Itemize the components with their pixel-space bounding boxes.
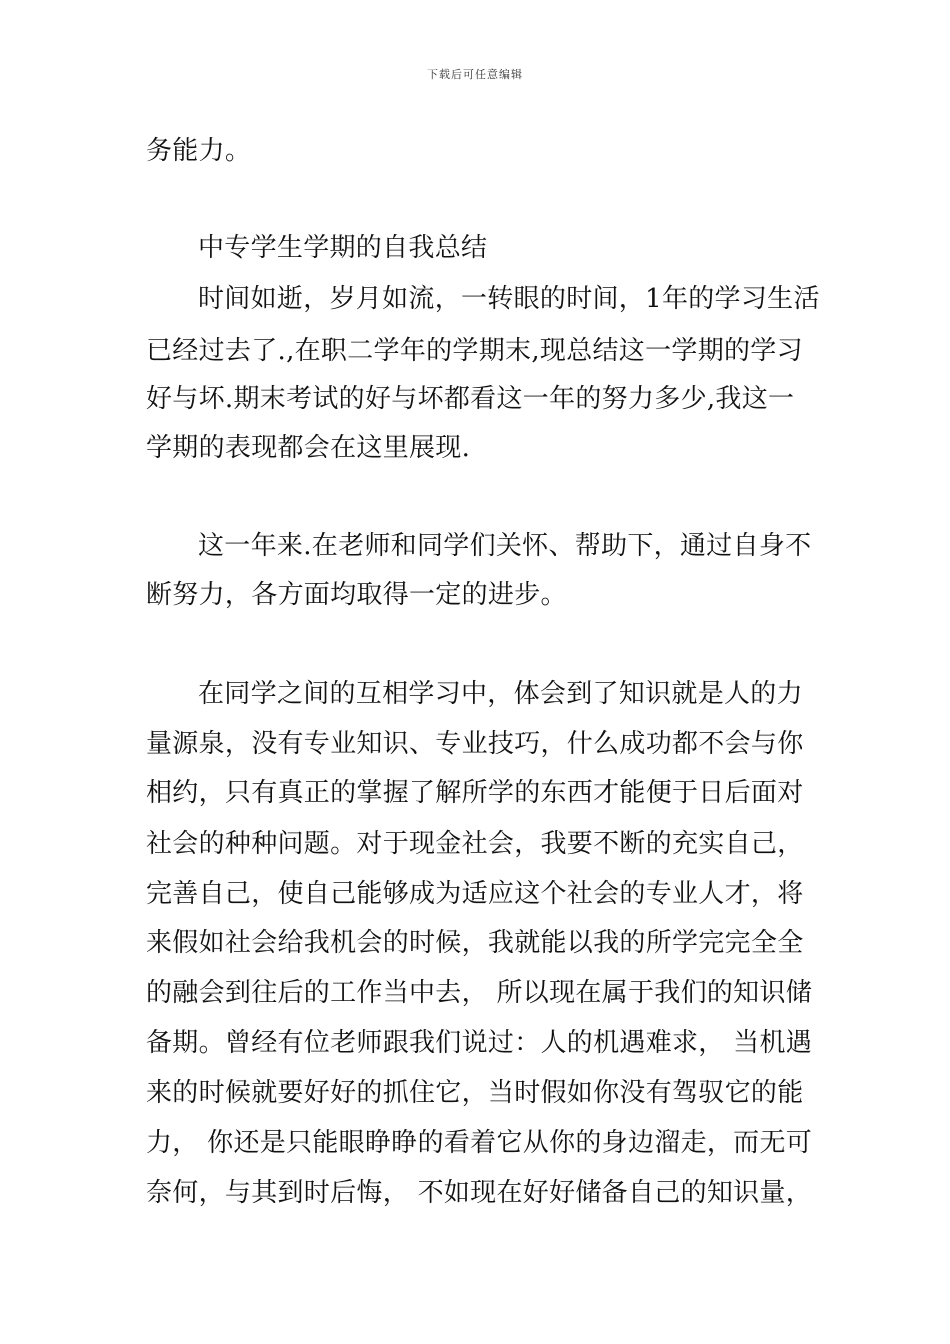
body-line-4: 已经过去了.,在职二学年的学期末,现总结这一学期的学习: [146, 336, 803, 366]
body-line-14: 来假如社会给我机会的时候，我就能以我的所学完完全全: [146, 928, 804, 958]
body-line-11: 相约，只有真正的掌握了解所学的东西才能便于日后面对: [146, 778, 804, 808]
body-line-13: 完善自己，使自己能够成为适应这个社会的专业人才，将: [146, 879, 804, 909]
body-line-18: 力， 你还是只能眼睁睁的看着它从你的身边溜走，而无可: [146, 1128, 813, 1158]
body-line-17: 来的时候就要好好的抓住它，当时假如你没有驾驭它的能: [146, 1078, 804, 1108]
body-line-7: 这一年来.在老师和同学们关怀、帮助下，通过自身不: [198, 531, 812, 561]
body-line-5: 好与坏.期末考试的好与坏都看这一年的努力多少,我这一: [146, 384, 795, 414]
body-line-15: 的融会到往后的工作当中去， 所以现在属于我们的知识储: [146, 978, 813, 1008]
header-note: 下载后可任意编辑: [427, 68, 523, 81]
body-line-10: 量源泉，没有专业知识、专业技巧，什么成功都不会与你: [146, 729, 804, 759]
section-title: 中专学生学期的自我总结: [198, 233, 488, 263]
body-line-3: 时间如逝，岁月如流，一转眼的时间，1年的学习生活: [198, 284, 820, 314]
body-line-1: 务能力。: [146, 136, 252, 166]
body-line-6: 学期的表现都会在这里展现.: [146, 433, 471, 463]
body-line-16: 备期。曾经有位老师跟我们说过：人的机遇难求， 当机遇: [146, 1028, 813, 1058]
body-line-19: 奈何，与其到时后悔， 不如现在好好储备自己的知识量，: [146, 1178, 813, 1208]
body-line-8: 断努力，各方面均取得一定的进步。: [146, 580, 567, 610]
body-line-12: 社会的种种问题。对于现金社会，我要不断的充实自己，: [146, 829, 804, 859]
body-line-9: 在同学之间的互相学习中，体会到了知识就是人的力: [198, 679, 803, 709]
